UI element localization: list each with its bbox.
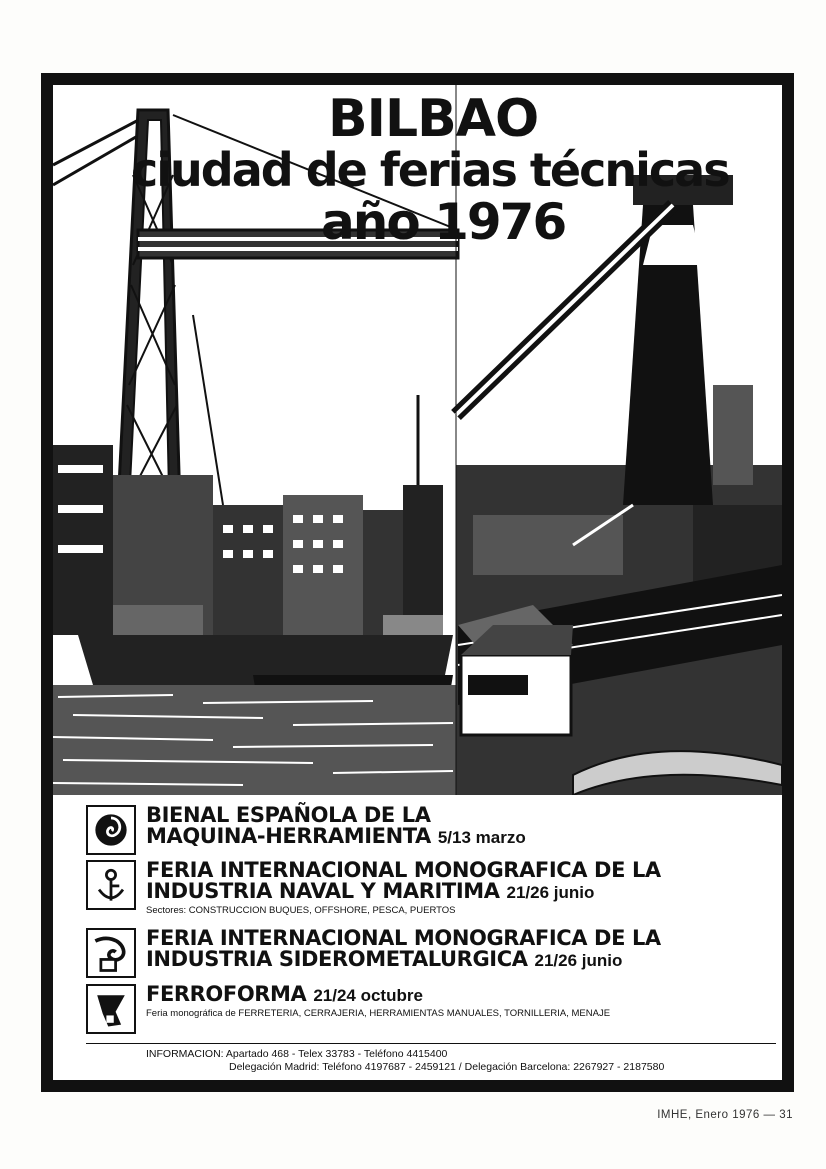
event-dates: 5/13 marzo — [437, 828, 526, 847]
contact-info — [146, 1048, 664, 1074]
event-title-line2: INDUSTRIA SIDEROMETALURGICA — [146, 947, 528, 971]
headline-tagline: ciudad de ferias técnicas — [131, 143, 729, 197]
poster-headline — [53, 85, 782, 255]
event-title-line1: BIENAL ESPAÑOLA DE LA — [146, 803, 431, 827]
event-title-line2: MAQUINA-HERRAMIENTA — [146, 824, 431, 848]
event-dates: 21/26 junio — [534, 951, 623, 970]
contact-line-main: INFORMACION: Apartado 468 - Telex 33783 - Teléfono 4415400 — [146, 1048, 448, 1060]
event-dates: 21/26 junio — [506, 883, 595, 902]
page-footer: IMHE, Enero 1976 — 31 — [657, 1109, 793, 1121]
event-title-line2: INDUSTRIA NAVAL Y MARITIMA — [146, 879, 500, 903]
gear-spiral-icon — [86, 805, 136, 855]
poster-content — [53, 85, 782, 1080]
steel-coil-icon — [86, 928, 136, 978]
contact-line-delegations: Delegación Madrid: Teléfono 4197687 - 2459121 / Delegación Barcelona: 2267927 - 2187580 — [229, 1061, 665, 1073]
headline-city: BILBAO — [328, 89, 539, 149]
event-title-line1: FERIA INTERNACIONAL MONOGRAFICA DE LA — [146, 926, 661, 950]
poster-frame — [41, 73, 794, 1092]
event-subtitle: Sectores: CONSTRUCCION BUQUES, OFFSHORE, PESCA, PUERTOS — [146, 905, 456, 916]
event-dates: 21/24 octubre — [313, 986, 423, 1005]
fair-events-list — [53, 797, 782, 1042]
event-subtitle: Feria monográfica de FERRETERIA, CERRAJERIA, HERRAMIENTAS MANUALES, TORNILLERIA, MENAJE — [146, 1008, 611, 1019]
river-water — [53, 685, 458, 795]
event-title-line1: FERIA INTERNACIONAL MONOGRAFICA DE LA — [146, 858, 661, 882]
divider — [86, 1043, 776, 1044]
event-title-line1: FERROFORMA — [146, 982, 307, 1006]
bilbao-industrial-photo — [53, 85, 782, 795]
hand-tool-icon — [86, 984, 136, 1034]
anchor-key-icon — [86, 860, 136, 910]
headline-year: año 1976 — [321, 193, 566, 251]
